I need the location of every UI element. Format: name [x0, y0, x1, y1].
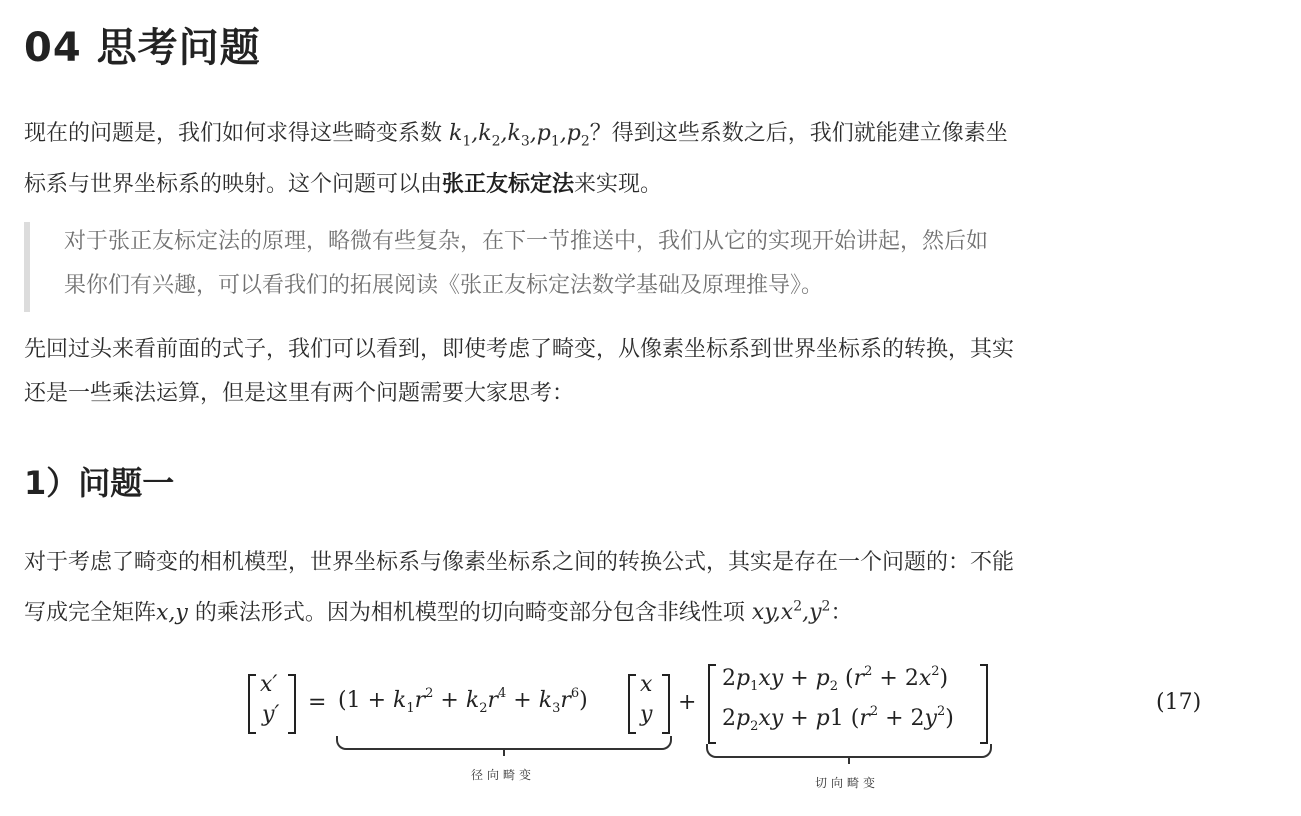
paragraph-text: ？得到这些系数之后，我们就能建立像素坐 [589, 121, 1008, 146]
tangential-row-1: $2p_1xy + p_2$ $(r^2 + 2x^2)$ [722, 664, 949, 694]
plus-sign: + [678, 690, 697, 715]
vector-cell: y′ [262, 702, 280, 727]
vector-cell: y [640, 702, 653, 727]
paragraph-text: 现在的问题是，我们如何求得这些畸变系数 [24, 121, 449, 146]
paragraph-text: 对于考虑了畸变的相机模型，世界坐标系与像素坐标系之间的转换公式，其实是存在一个问题的：不能 [24, 550, 1015, 575]
tangential-row-2: $2p_2xy + p1$ $(r^2 + 2y^2)$ [722, 704, 954, 734]
paragraph-text: ： [830, 600, 853, 626]
nonlinear-terms-math: $xy,x^2,y^2$ [751, 599, 831, 626]
paragraph-text: 先回过头来看前面的式子，我们可以看到，即使考虑了畸变，从像素坐标系到世界坐标系的转换，其实 [24, 337, 1015, 362]
method-name-bold: 张正友标定法 [442, 172, 575, 198]
distortion-coefficients-math: $k_1,k_2,k_3,p_1,p_2$ [449, 121, 590, 150]
quote-line: 果你们有兴趣，可以看我们的拓展阅读《张正友标定法数学基础及原理推导》。 [64, 273, 824, 298]
quote-line: 对于张正友标定法的原理，略微有些复杂，在下一节推送中，我们从它的实现开始讲起，然后如 [64, 229, 989, 254]
vector-cell: x [640, 672, 653, 697]
paragraph-problem-one [24, 541, 1014, 635]
paragraph-distortion-question [24, 112, 1008, 207]
left-bracket [708, 664, 716, 744]
paragraph-text: 还是一些乘法运算，但是这里有两个问题需要大家思考： [24, 381, 575, 406]
section-heading: 04 思考问题 [24, 25, 261, 71]
paragraph-text: 写成完全矩阵 [24, 600, 157, 626]
right-bracket [288, 674, 296, 734]
blockquote [24, 222, 1204, 312]
right-bracket [980, 664, 988, 744]
paragraph-text: 来实现。 [574, 172, 663, 198]
radial-distortion-factor: $(1 + k_1r^2 + k_2r^4 + k_3r^6)$ [338, 686, 588, 716]
equation-17 [24, 660, 1214, 800]
xy-math: x,y [156, 600, 188, 626]
tangential-distortion-label: 切向畸变 [815, 776, 880, 790]
radial-distortion-label: 径向畸变 [471, 768, 536, 782]
left-bracket [248, 674, 256, 734]
right-bracket [662, 674, 670, 734]
paragraph-think-back [24, 328, 1014, 416]
subsection-heading: 1）问题一 [24, 464, 175, 502]
equals-sign: = [308, 690, 327, 715]
radial-underbrace-tip [503, 748, 515, 756]
tangential-underbrace-tip [848, 756, 860, 764]
left-bracket [628, 674, 636, 734]
equation-number: (17) [1156, 690, 1202, 715]
paragraph-text: 的乘法形式。因为相机模型的切向畸变部分包含非线性项 [187, 600, 752, 626]
paragraph-text: 标系与世界坐标系的映射。这个问题可以由 [24, 172, 443, 198]
vector-cell: x′ [260, 672, 278, 697]
